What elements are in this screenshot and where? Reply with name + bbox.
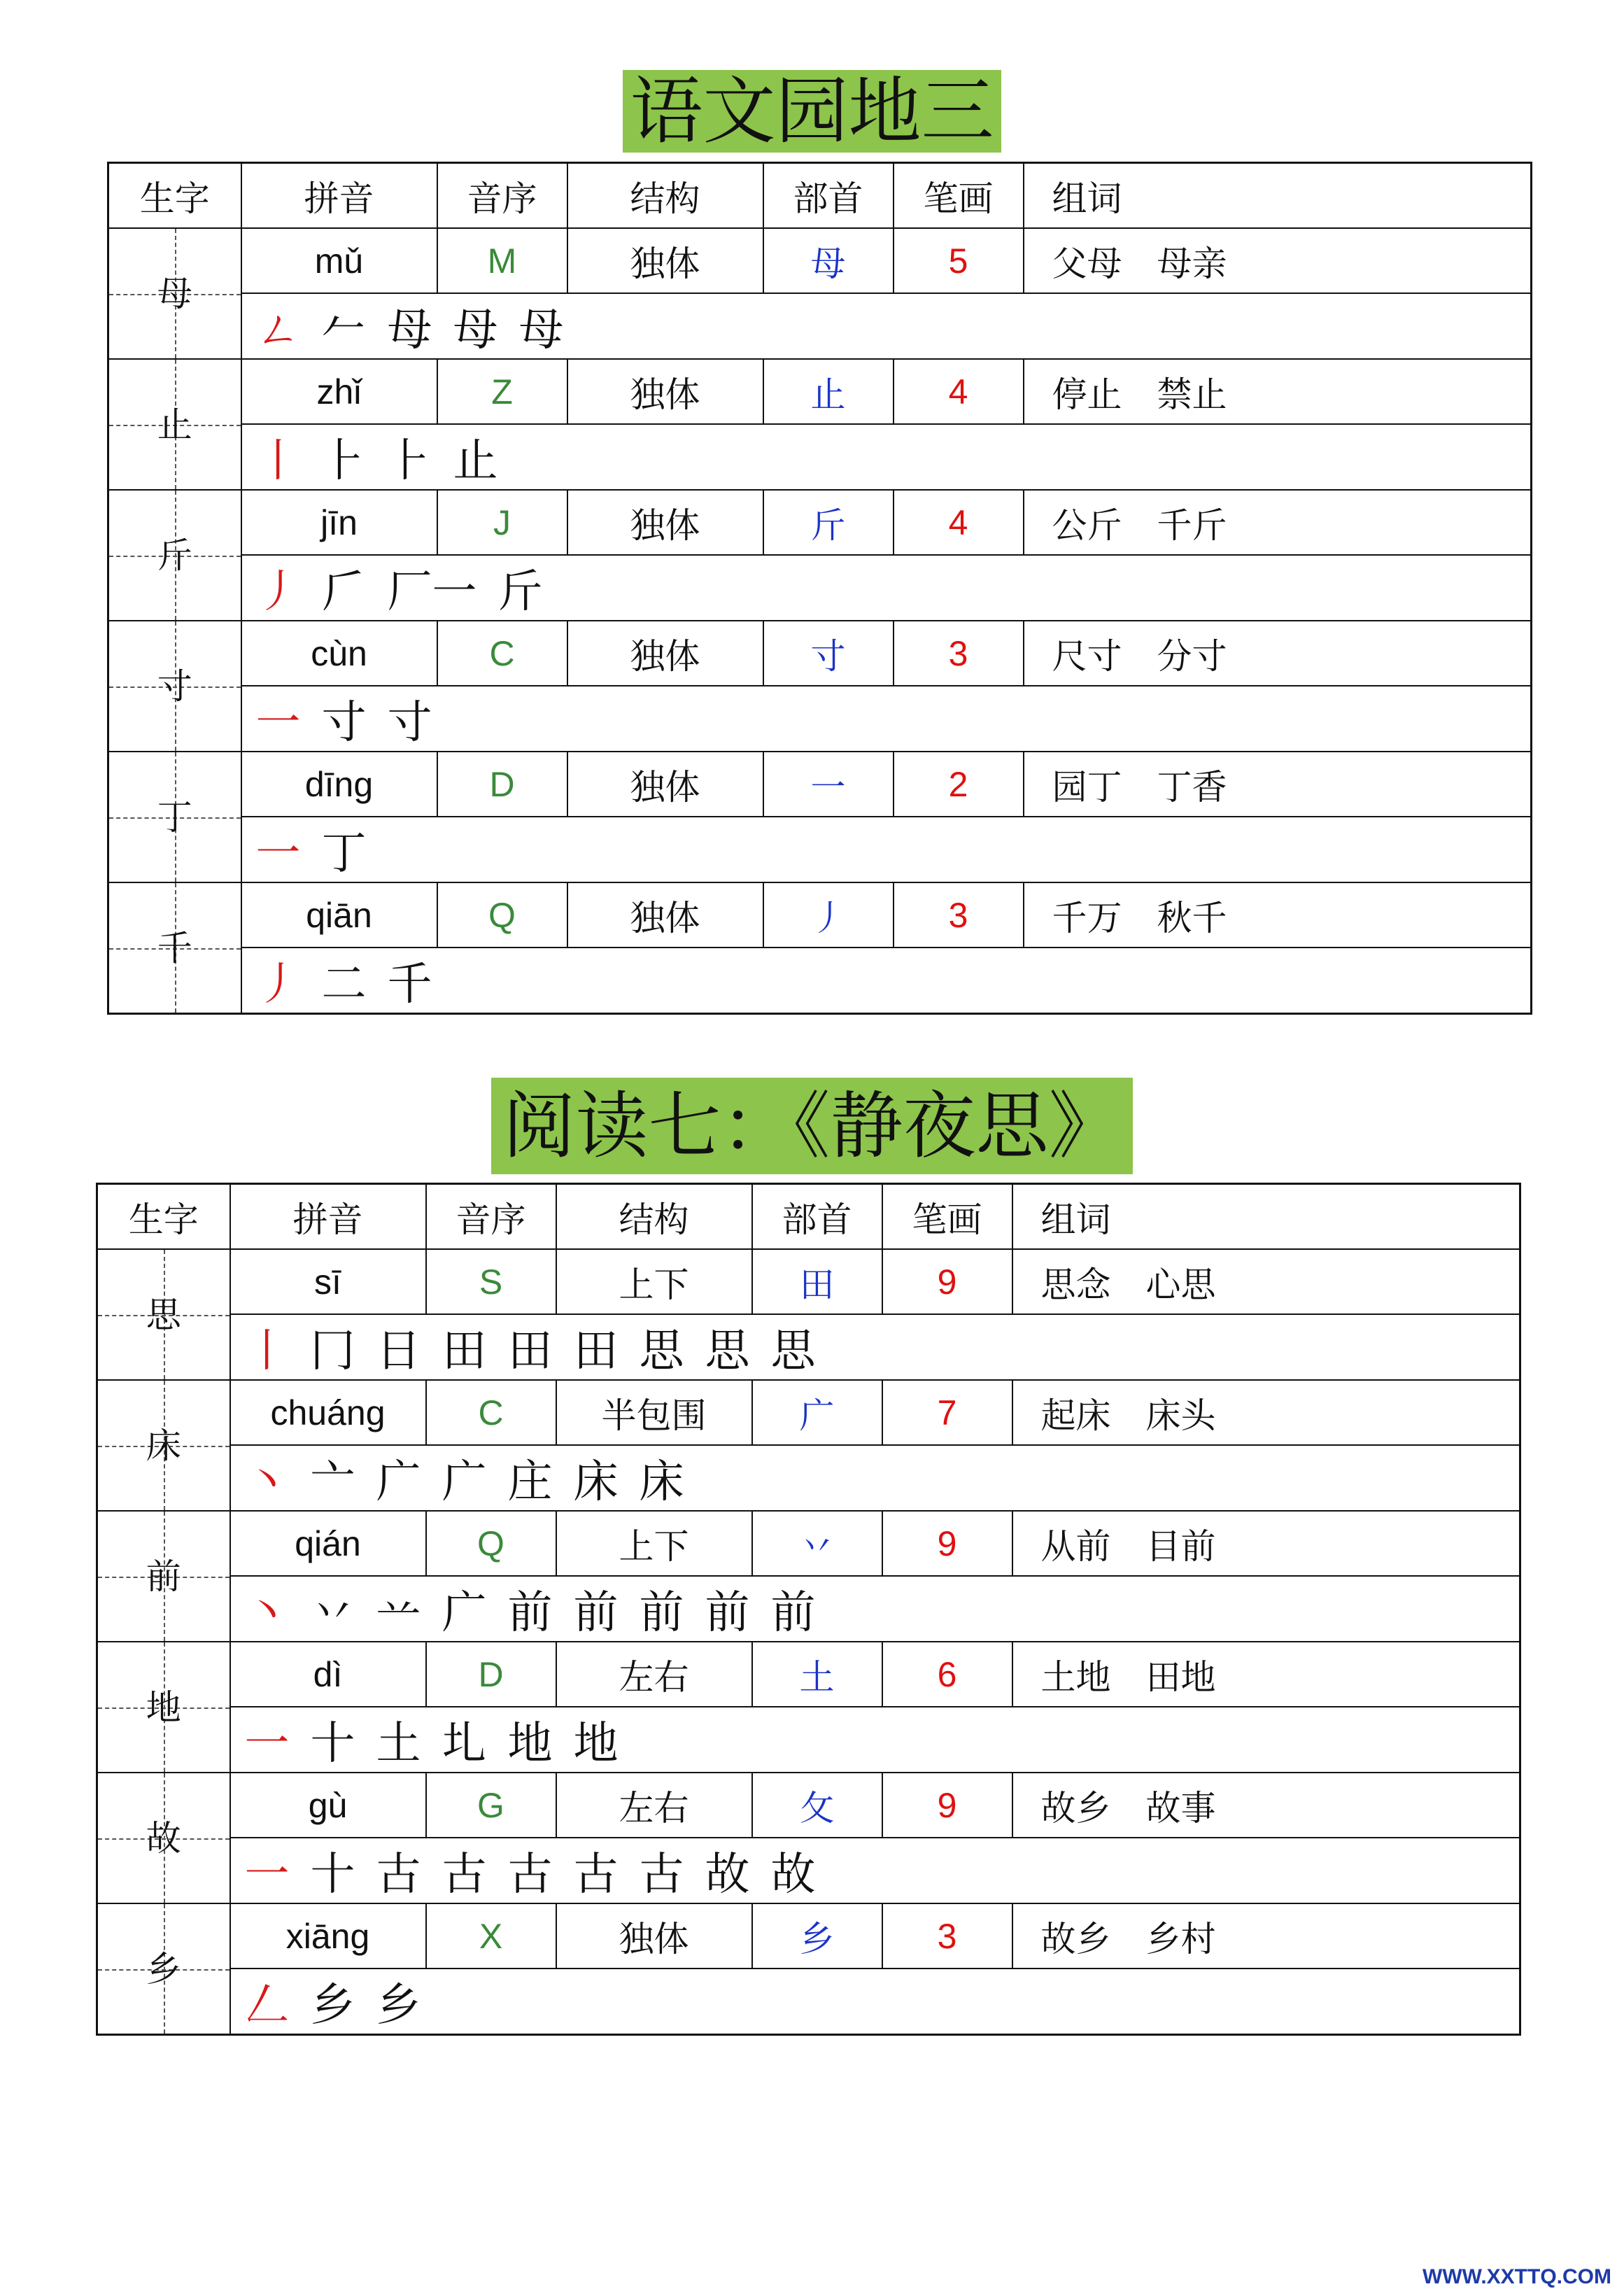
stroke-count: 4	[894, 490, 1024, 555]
pinyin: dì	[230, 1642, 426, 1707]
character-row	[97, 1903, 1520, 1968]
section-1-title: 语文园地三	[623, 70, 1001, 153]
stroke-step: 前	[705, 1587, 750, 1639]
column-header: 部首	[752, 1184, 882, 1250]
word-examples: 千万 秋千	[1024, 882, 1532, 948]
radical: 攵	[752, 1773, 882, 1838]
stroke-step: 止	[453, 435, 498, 487]
stroke-step: 一	[244, 1718, 290, 1770]
character-table-2	[96, 1183, 1521, 2036]
character-row	[108, 882, 1532, 948]
structure: 独体	[567, 882, 763, 948]
stroke-count: 9	[882, 1773, 1012, 1838]
structure: 独体	[567, 752, 763, 817]
character-row	[108, 228, 1532, 293]
stroke-step: 丿	[255, 566, 301, 618]
stroke-order	[241, 555, 1532, 621]
character-row	[108, 490, 1532, 555]
stroke-step: 丶	[244, 1456, 290, 1508]
structure: 独体	[567, 228, 763, 293]
character-cell	[108, 752, 241, 882]
stroke-step: 庄	[507, 1456, 553, 1508]
radical: 田	[752, 1249, 882, 1314]
pinyin: qiān	[241, 882, 437, 948]
stroke-order	[241, 686, 1532, 752]
stroke-order	[241, 948, 1532, 1014]
stroke-order-row	[108, 686, 1532, 752]
pinyin: mǔ	[241, 228, 437, 293]
stroke-order-row	[108, 817, 1532, 882]
structure: 独体	[556, 1903, 752, 1968]
character-cell	[97, 1642, 230, 1773]
stroke-step: 寸	[387, 697, 432, 749]
stroke-step: 田	[442, 1325, 487, 1377]
stroke-step: 古	[573, 1849, 619, 1901]
stroke-step: 故	[705, 1849, 750, 1901]
stroke-step: 十	[310, 1718, 355, 1770]
character: 丁	[157, 796, 192, 838]
stroke-step: 丿	[255, 959, 301, 1010]
radical: 丷	[752, 1511, 882, 1576]
character: 前	[146, 1556, 181, 1597]
stroke-step: 亠	[310, 1456, 355, 1508]
structure: 独体	[567, 359, 763, 424]
stroke-step: ⺊	[321, 435, 367, 487]
initial-letter: Z	[437, 359, 567, 424]
stroke-step: 十	[310, 1849, 355, 1901]
stroke-step: 丨	[255, 435, 301, 487]
stroke-step: 古	[507, 1849, 553, 1901]
stroke-order	[230, 1707, 1520, 1773]
character-row	[97, 1511, 1520, 1576]
stroke-step: 土	[376, 1718, 421, 1770]
stroke-step: 一	[244, 1849, 290, 1901]
character-cell	[97, 1773, 230, 1903]
radical: 寸	[763, 621, 894, 686]
header-row	[97, 1184, 1520, 1250]
stroke-step: 一	[255, 828, 301, 880]
stroke-step: 广	[442, 1587, 487, 1639]
stroke-step: 丶	[244, 1587, 290, 1639]
character-cell	[108, 359, 241, 490]
pinyin: sī	[230, 1249, 426, 1314]
stroke-step: 古	[442, 1849, 487, 1901]
stroke-step: 前	[507, 1587, 553, 1639]
character: 斤	[157, 535, 192, 576]
stroke-step: 二	[321, 959, 367, 1010]
character: 止	[157, 404, 192, 445]
radical: 乡	[752, 1903, 882, 1968]
character-cell	[108, 621, 241, 752]
stroke-step: 田	[573, 1325, 619, 1377]
initial-letter: J	[437, 490, 567, 555]
word-examples: 土地 田地	[1012, 1642, 1520, 1707]
word-examples: 停止 禁止	[1024, 359, 1532, 424]
stroke-step: 古	[639, 1849, 684, 1901]
column-header: 部首	[763, 163, 894, 229]
radical: 一	[763, 752, 894, 817]
character-row	[108, 752, 1532, 817]
column-header: 生字	[97, 1184, 230, 1250]
pinyin: gù	[230, 1773, 426, 1838]
column-header: 拼音	[241, 163, 437, 229]
character-row	[97, 1249, 1520, 1314]
initial-letter: C	[426, 1380, 556, 1445]
stroke-step: 丷	[310, 1587, 355, 1639]
radical: 丿	[763, 882, 894, 948]
pinyin: chuáng	[230, 1380, 426, 1445]
pinyin: zhǐ	[241, 359, 437, 424]
character-cell	[97, 1249, 230, 1380]
character: 故	[146, 1817, 181, 1859]
structure: 半包围	[556, 1380, 752, 1445]
column-header: 结构	[556, 1184, 752, 1250]
character-cell	[108, 882, 241, 1014]
stroke-order	[230, 1445, 1520, 1511]
column-header: 组词	[1012, 1184, 1520, 1250]
section-2-title: 阅读七：《静夜思》	[491, 1078, 1132, 1174]
initial-letter: D	[426, 1642, 556, 1707]
structure: 独体	[567, 490, 763, 555]
stroke-order	[241, 817, 1532, 882]
initial-letter: Q	[426, 1511, 556, 1576]
initial-letter: C	[437, 621, 567, 686]
word-examples: 思念 心思	[1012, 1249, 1520, 1314]
stroke-step: 乡	[310, 1980, 355, 2031]
character-row	[108, 621, 1532, 686]
stroke-order-row	[108, 948, 1532, 1014]
section-2-title-wrap	[0, 1078, 1624, 1174]
stroke-step: 母	[387, 304, 432, 356]
pinyin: cùn	[241, 621, 437, 686]
stroke-count: 3	[894, 882, 1024, 948]
stroke-step: 日	[376, 1325, 421, 1377]
stroke-step: 思	[639, 1325, 684, 1377]
stroke-step: 丨	[244, 1325, 290, 1377]
stroke-step: 前	[639, 1587, 684, 1639]
radical: 斤	[763, 490, 894, 555]
stroke-step: 地	[573, 1718, 619, 1770]
column-header: 笔画	[894, 163, 1024, 229]
stroke-count: 3	[894, 621, 1024, 686]
section-1-title-wrap	[0, 70, 1624, 153]
stroke-count: 5	[894, 228, 1024, 293]
structure: 左右	[556, 1642, 752, 1707]
stroke-step: 䒑	[376, 1587, 421, 1639]
stroke-step: 广	[376, 1456, 421, 1508]
stroke-step: 寸	[321, 697, 367, 749]
stroke-count: 7	[882, 1380, 1012, 1445]
initial-letter: D	[437, 752, 567, 817]
header-row	[108, 163, 1532, 229]
structure: 上下	[556, 1249, 752, 1314]
initial-letter: S	[426, 1249, 556, 1314]
character: 思	[146, 1294, 181, 1335]
stroke-step: 广	[442, 1456, 487, 1508]
pinyin: qián	[230, 1511, 426, 1576]
word-examples: 公斤 千斤	[1024, 490, 1532, 555]
stroke-step: 田	[507, 1325, 553, 1377]
radical: 母	[763, 228, 894, 293]
stroke-step: 千	[387, 959, 432, 1010]
column-header: 拼音	[230, 1184, 426, 1250]
column-header: 生字	[108, 163, 241, 229]
column-header: 音序	[437, 163, 567, 229]
site-watermark: WWW.XXTTQ.COM	[1422, 2265, 1611, 2288]
pinyin: xiāng	[230, 1903, 426, 1968]
word-examples: 园丁 丁香	[1024, 752, 1532, 817]
character-row	[108, 359, 1532, 424]
stroke-step: 床	[639, 1456, 684, 1508]
stroke-order-row	[108, 424, 1532, 490]
character-cell	[97, 1380, 230, 1511]
stroke-order-row	[97, 1445, 1520, 1511]
stroke-step: 古	[376, 1849, 421, 1901]
column-header: 结构	[567, 163, 763, 229]
stroke-order	[230, 1838, 1520, 1903]
stroke-count: 9	[882, 1511, 1012, 1576]
stroke-step: 𠂆	[321, 566, 367, 618]
stroke-order-row	[97, 1968, 1520, 2035]
stroke-order-row	[108, 293, 1532, 359]
stroke-step: 乡	[376, 1980, 421, 2031]
word-examples: 父母 母亲	[1024, 228, 1532, 293]
pinyin: jīn	[241, 490, 437, 555]
radical: 广	[752, 1380, 882, 1445]
stroke-order	[230, 1314, 1520, 1380]
character-cell	[97, 1511, 230, 1642]
stroke-count: 6	[882, 1642, 1012, 1707]
stroke-step: 丁	[321, 828, 367, 880]
initial-letter: G	[426, 1773, 556, 1838]
stroke-order-row	[97, 1576, 1520, 1642]
stroke-step: ⺊	[387, 435, 432, 487]
character: 地	[146, 1686, 181, 1728]
stroke-step: 𠃋	[244, 1980, 290, 2031]
stroke-step: 圠	[442, 1718, 487, 1770]
character-row	[97, 1642, 1520, 1707]
character-row	[97, 1380, 1520, 1445]
stroke-step: 故	[770, 1849, 816, 1901]
character: 床	[146, 1425, 181, 1466]
word-examples: 起床 床头	[1012, 1380, 1520, 1445]
character-cell	[108, 490, 241, 621]
stroke-step: 厂一	[387, 566, 477, 618]
stroke-order	[230, 1968, 1520, 2035]
stroke-order	[241, 293, 1532, 359]
initial-letter: M	[437, 228, 567, 293]
stroke-step: 前	[573, 1587, 619, 1639]
radical: 止	[763, 359, 894, 424]
stroke-count: 9	[882, 1249, 1012, 1314]
character: 千	[157, 927, 192, 969]
stroke-order-row	[97, 1707, 1520, 1773]
stroke-order	[241, 424, 1532, 490]
character: 寸	[157, 665, 192, 707]
stroke-count: 2	[894, 752, 1024, 817]
word-examples: 故乡 乡村	[1012, 1903, 1520, 1968]
initial-letter: Q	[437, 882, 567, 948]
column-header: 组词	[1024, 163, 1532, 229]
radical: 土	[752, 1642, 882, 1707]
stroke-count: 3	[882, 1903, 1012, 1968]
word-examples: 故乡 故事	[1012, 1773, 1520, 1838]
structure: 左右	[556, 1773, 752, 1838]
stroke-order-row	[97, 1314, 1520, 1380]
stroke-step: 斤	[497, 566, 543, 618]
character-table-1	[107, 162, 1532, 1015]
word-examples: 尺寸 分寸	[1024, 621, 1532, 686]
initial-letter: X	[426, 1903, 556, 1968]
stroke-step: 𠂉	[321, 304, 367, 356]
column-header: 笔画	[882, 1184, 1012, 1250]
stroke-step: 思	[705, 1325, 750, 1377]
stroke-step: 母	[518, 304, 564, 356]
stroke-step: ㄥ	[255, 304, 301, 356]
stroke-step: 思	[770, 1325, 816, 1377]
stroke-order-row	[108, 555, 1532, 621]
structure: 上下	[556, 1511, 752, 1576]
stroke-step: 冂	[310, 1325, 355, 1377]
structure: 独体	[567, 621, 763, 686]
character: 母	[157, 273, 192, 314]
stroke-step: 前	[770, 1587, 816, 1639]
pinyin: dīng	[241, 752, 437, 817]
stroke-order	[230, 1576, 1520, 1642]
stroke-step: 地	[507, 1718, 553, 1770]
stroke-step: 床	[573, 1456, 619, 1508]
stroke-step: 一	[255, 697, 301, 749]
stroke-step: 母	[453, 304, 498, 356]
stroke-count: 4	[894, 359, 1024, 424]
character-cell	[108, 228, 241, 359]
character-row	[97, 1773, 1520, 1838]
column-header: 音序	[426, 1184, 556, 1250]
word-examples: 从前 目前	[1012, 1511, 1520, 1576]
character-cell	[97, 1903, 230, 2035]
character: 乡	[146, 1948, 181, 1989]
stroke-order-row	[97, 1838, 1520, 1903]
